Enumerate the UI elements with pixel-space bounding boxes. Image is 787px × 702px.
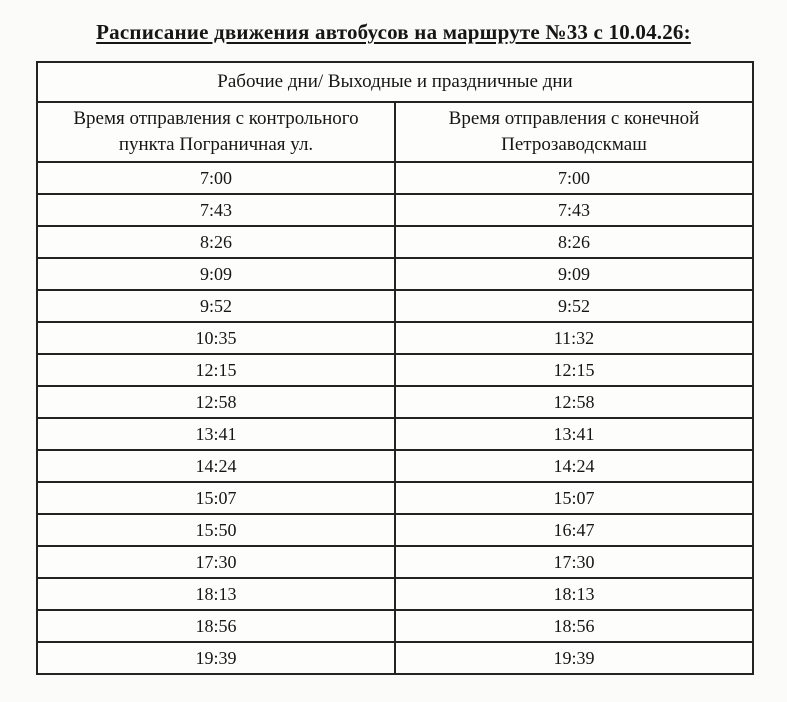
table-row [37,162,753,194]
time-cell: 16:47 [395,514,753,546]
time-cell: 12:15 [395,354,753,386]
merged-header-row [37,62,753,102]
table-row [37,226,753,258]
table-row [37,418,753,450]
time-cell: 17:30 [37,546,395,578]
table-row [37,482,753,514]
time-cell: 14:24 [37,450,395,482]
time-cell: 19:39 [395,642,753,674]
time-cell: 18:56 [395,610,753,642]
table-row [37,610,753,642]
time-cell: 9:09 [395,258,753,290]
time-cell: 18:13 [37,578,395,610]
time-cell: 14:24 [395,450,753,482]
table-row [37,642,753,674]
time-cell: 8:26 [395,226,753,258]
table-row [37,290,753,322]
table-row [37,578,753,610]
time-cell: 7:43 [395,194,753,226]
column-header-row [37,102,753,162]
table-body [37,162,753,674]
time-cell: 7:00 [395,162,753,194]
time-cell: 15:07 [395,482,753,514]
table-header [37,62,753,162]
day-type-header: Рабочие дни/ Выходные и праздничные дни [37,62,753,102]
time-cell: 9:52 [395,290,753,322]
schedule-table [36,61,754,675]
time-cell: 9:52 [37,290,395,322]
time-cell: 18:13 [395,578,753,610]
table-row [37,514,753,546]
page-title: Расписание движения автобусов на маршруте №33 с 10.04.26: [96,20,691,44]
column-header-departure-pogranichnaya: Время отправления с контрольного пункта Пограничная ул. [37,102,395,162]
column-header-departure-petrozavodskmash: Время отправления с конечной Петрозаводскмаш [395,102,753,162]
time-cell: 15:07 [37,482,395,514]
time-cell: 12:58 [37,386,395,418]
table-row [37,258,753,290]
time-cell: 13:41 [395,418,753,450]
time-cell: 19:39 [37,642,395,674]
time-cell: 10:35 [37,322,395,354]
table-row [37,386,753,418]
time-cell: 17:30 [395,546,753,578]
time-cell: 8:26 [37,226,395,258]
time-cell: 12:58 [395,386,753,418]
time-cell: 11:32 [395,322,753,354]
time-cell: 7:00 [37,162,395,194]
time-cell: 15:50 [37,514,395,546]
time-cell: 18:56 [37,610,395,642]
time-cell: 9:09 [37,258,395,290]
table-row [37,194,753,226]
time-cell: 7:43 [37,194,395,226]
table-row [37,322,753,354]
table-row [37,354,753,386]
table-row [37,546,753,578]
time-cell: 12:15 [37,354,395,386]
time-cell: 13:41 [37,418,395,450]
table-row [37,450,753,482]
